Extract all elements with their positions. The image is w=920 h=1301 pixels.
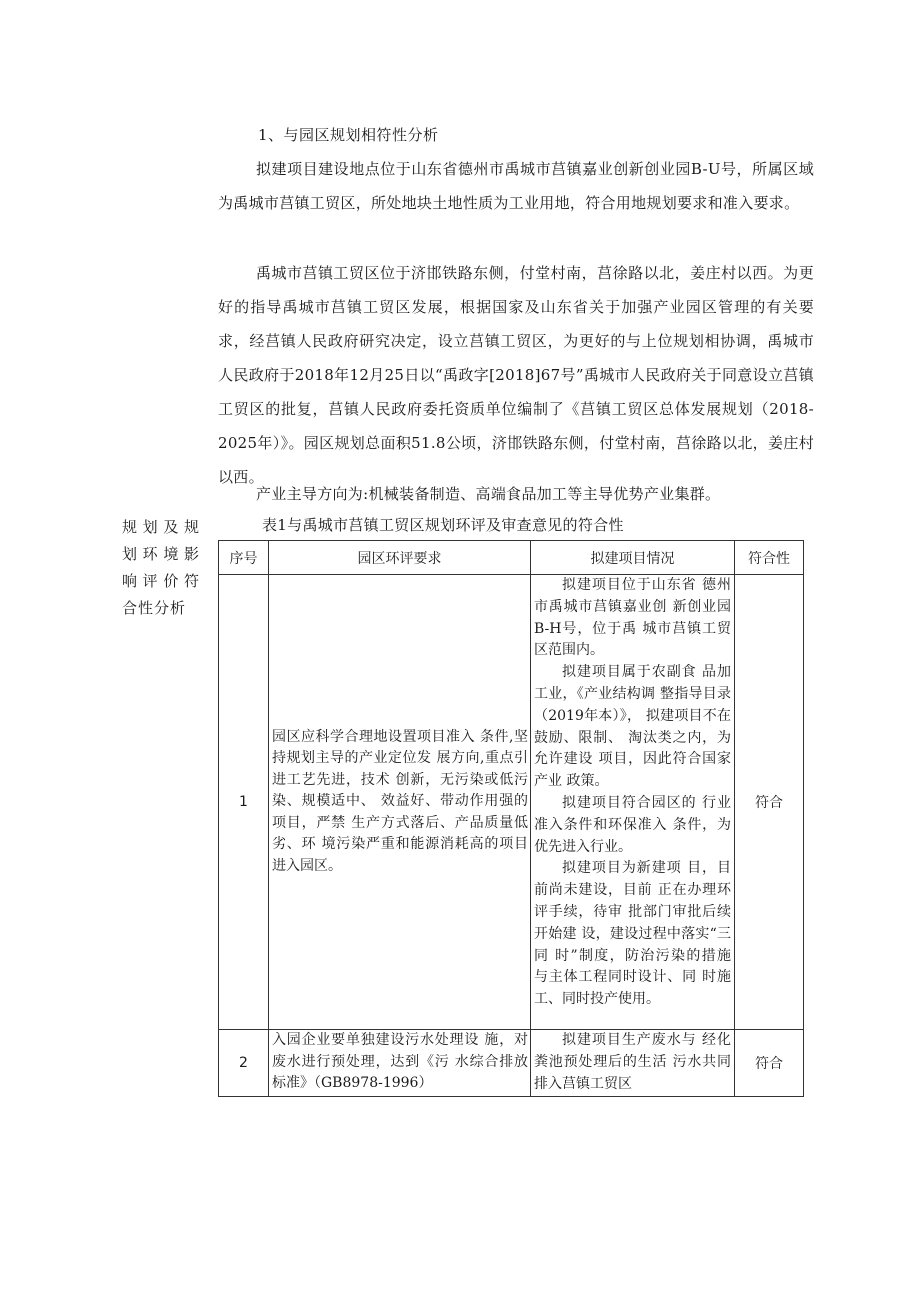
project-cell (531, 1030, 735, 1097)
project-paragraph: 拟建项目为新建项 目，目前尚未建设，目前 正在办理环评手续，待审 批部门审批后续开始建 设，建设过程中落实“三同 时”制度，防治污染的措施 与主体工程同时设计、同 时施工、同时投产使用。 (534, 860, 731, 1008)
project-paragraph: 拟建项目位于山东省 德州市禹城市莒镇嘉业创 新创业园B-H号，位于禹 城市莒镇工贸区范围内。 (534, 577, 731, 659)
project-text (531, 575, 734, 1011)
conformity-value: 符合 (735, 575, 804, 1030)
project-paragraph: 拟建项目符合园区的 行业准入条件和环保准入 条件，为优先进入行业。 (534, 794, 731, 855)
header-no: 序号 (219, 541, 269, 575)
conformity-value: 符合 (735, 1030, 804, 1097)
project-paragraph: 拟建项目生产废水与 经化粪池预处理后的生活 污水共同排入莒镇工贸区 (534, 1032, 731, 1092)
row-number: 2 (219, 1030, 269, 1097)
table-caption: 表1与禹城市莒镇工贸区规划环评及审查意见的符合性 (262, 516, 624, 534)
table-header-row (219, 541, 804, 575)
table-row (219, 1030, 804, 1097)
row-number: 1 (219, 575, 269, 1030)
requirement-cell (269, 1030, 531, 1097)
paragraph-location: 拟建项目建设地点位于山东省德州市禹城市莒镇嘉业创新创业园B-U号，所属区域为禹城市莒镇工贸区，所处地块土地性质为工业用地，符合用地规划要求和准入要求。 (218, 160, 814, 212)
requirement-text: 入园企业要单独建设污水处理设 施，对废水进行预处理，达到《污 水综合排放标准》（GB8978-1996） (272, 1032, 528, 1091)
requirement-text: 园区应科学合理地设置项目准入 条件,坚持规划主导的产业定位发 展方向,重点引进工艺先进，技术 创新，无污染或低污染、规模适中、 效益好、带动作用强的项目，严禁 生产方式落后、产品质量低劣、环 境污染严重和能源消耗高的项目 进入园区。 (272, 728, 528, 874)
paragraph-zone-background: 禹城市莒镇工贸区位于济邯铁路东侧，付堂村南，莒徐路以北，姜庄村以西。为更好的指导禹城市莒镇工贸区发展，根据国家及山东省关于加强产业园区管理的有关要求，经莒镇人民政府研究决定，设立莒镇工贸区，为更好的与上位规划相协调，禹城市人民政府于2018年12月25日以“禹政字[2018]67号”禹城市人民政府关于同意设立莒镇工贸区的批复，莒镇人民政府委托资质单位编制了《莒镇工贸区总体发展规划（2018-2025年）》。园区规划总面积51.8公顷，济邯铁路东侧，付堂村南，莒徐路以北，姜庄村以西。 (218, 264, 814, 486)
header-project: 拟建项目情况 (531, 541, 735, 575)
project-paragraph: 拟建项目属于农副食 品加工业，《产业结构调 整指导目录（2019年本）》， 拟建项目不在鼓励、限制、 淘汰类之内，为允许建设 项目，因此符合国家产业 政策。 (534, 664, 731, 790)
table-row (219, 575, 804, 1030)
requirement-cell (269, 575, 531, 1030)
project-text (531, 1030, 734, 1095)
paragraph-industry-direction: 产业主导方向为:机械装备制造、高端食品加工等主导优势产业集群。 (256, 485, 721, 503)
project-cell (531, 575, 735, 1030)
conformity-table (218, 540, 804, 1097)
header-requirement: 园区环评要求 (269, 541, 531, 575)
side-label: 规划及规划环境影响评价符合性分析 (122, 518, 200, 617)
section-heading: 1、与园区规划相符性分析 (258, 126, 439, 144)
header-conformity: 符合性 (735, 541, 804, 575)
